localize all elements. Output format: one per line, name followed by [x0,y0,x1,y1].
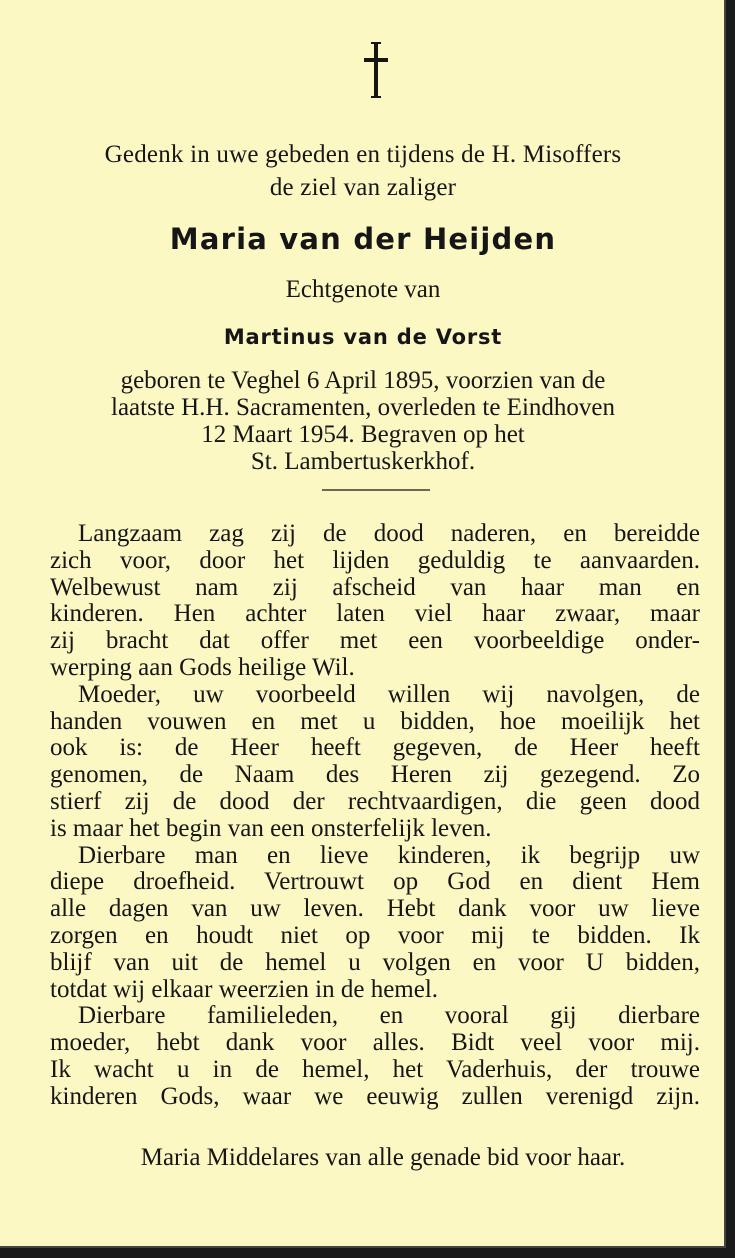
spouse-label: Echtgenote van [285,276,441,303]
memorial-text [50,521,700,1111]
text-line: alle dagen van uw leven. Hebt dank voor uw lieve [50,895,700,923]
deceased-name: Maria van der Heijden [169,222,557,256]
text-line: handen vouwen en met u bidden, hoe moeilijk het [50,707,700,735]
intro-line: de ziel van zaliger [269,174,457,201]
intro-text [30,138,696,204]
text-line: ook is: de Heer heeft gegeven, de Heer heeft [50,734,700,762]
spouse-name: Martinus van de Vorst [223,325,503,349]
text-line: Moeder, uw voorbeeld willen wij navolgen, de [78,680,700,708]
text-line: zorgen en houdt niet op voor mij te bidden. Ik [50,921,700,949]
text-line: Dierbare man en lieve kinderen, ik begrijp uw [78,841,700,869]
text-line: kinderen. Hen achter laten viel haar zwaar, maar [50,600,700,628]
details-line: geboren te Veghel 6 April 1895, voorzien van de [120,367,606,394]
text-line: moeder, hebt dank voor alles. Bidt veel voor mij. [50,1029,700,1057]
text-line: is maar het begin van een onsterfelijk leven. [50,814,492,842]
details-line: 12 Maart 1954. Begraven op het [201,421,525,448]
text-line: totdat wij elkaar weerzien in de hemel. [50,975,439,1003]
divider-rule [322,489,430,491]
details-line: St. Lambertuskerkhof. [250,448,476,475]
text-line: diepe droefheid. Vertrouwt op God en dient Hem [50,868,700,896]
text-line: kinderen Gods, waar we eeuwig zullen verenigd zijn. [50,1082,700,1110]
text-line: blijf van uit de hemel u volgen en voor U bidden, [50,948,700,976]
text-line: stierf zij de dood der rechtvaardigen, die geen dood [50,787,700,815]
details-line: laatste H.H. Sacramenten, overleden te Eindhoven [111,394,615,421]
text-line: Langzaam zag zij de dood naderen, en bereidde [78,520,700,547]
intro-line: Gedenk in uwe gebeden en tijdens de H. Misoffers [104,141,622,168]
text-line: zich voor, door het lijden geduldig te aanvaarden. [50,546,700,574]
latin-cross-icon [360,40,392,100]
text-line: Dierbare familieleden, en vooral gij dierbare [78,1002,700,1030]
text-line: Welbewust nam zij afscheid van haar man en [50,573,700,601]
text-line: werping aan Gods heilige Wil. [50,653,355,681]
text-line: Ik wacht u in de hemel, het Vaderhuis, der trouwe [50,1055,700,1083]
text-line: genomen, de Naam des Heren zij gezegend. Zo [50,761,700,789]
closing-prayer: Maria Middelares van alle genade bid voor haar. [140,1144,626,1171]
birth-death-details [30,367,696,475]
text-line: zij bracht dat offer met een voorbeeldige onder- [50,627,700,655]
